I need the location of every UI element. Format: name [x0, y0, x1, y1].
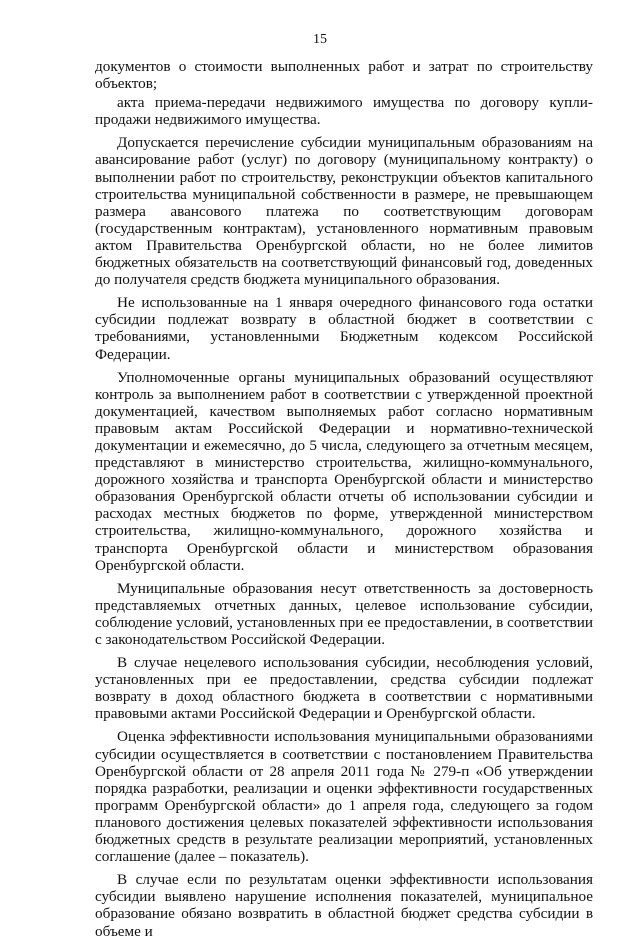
paragraph-efficiency-assessment: Оценка эффективности использования муниципальными образованиями субсидии осуществляется в соответствии с постановлением Правительства Оренбургской области от 28 апреля 2011 года № 279-п «Об утверждении порядка разработки, реализации и оценки эффективности государственных программ Оренбургской области» до 1 апреля года, следующего за годом планового достижения целевых показателей эффективности использования бюджетных средств в результате реализации мероприятий, установленных соглашение (далее – показатель). [95, 728, 593, 866]
document-body [95, 58, 593, 942]
paragraph-advance-payment: Допускается перечисление субсидии муниципальным образованиям на авансирование работ (услуг) по договору (муниципальному контракту) о выполнении работ по строительству, реконструкции объектов капитального строительства муниципальной собственности в размере, не превышающем размера авансового платежа по соответствующим договорам (государственным контрактам), установленного нормативным правовым актом Правительства Оренбургской области, но не более лимитов бюджетных обязательств на соответствующий финансовый год, доведенных до получателя средств бюджета муниципального образования. [95, 134, 593, 289]
paragraph-documents-cost: документов о стоимости выполненных работ и затрат по строительству объектов; [95, 58, 593, 93]
paragraph-violation-return: В случае если по результатам оценки эффективности использования субсидии выявлено нарушение исполнения показателей, муниципальное образование обязано возвратить в областной бюджет средства субсидии в объеме и [95, 871, 593, 940]
paragraph-responsibility: Муниципальные образования несут ответственность за достоверность представляемых отчетных данных, целевое использование субсидии, соблюдение условий, установленных при ее предоставлении, в соответствии с законодательством Российской Федерации. [95, 579, 593, 648]
paragraph-misuse-return: В случае нецелевого использования субсидии, несоблюдения условий, установленных при ее предоставлении, средства субсидии подлежат возврату в доход областного бюджета в соответствии с нормативными правовыми актами Российской Федерации и Оренбургской области. [95, 654, 593, 723]
paragraph-acceptance-act: акта приема-передачи недвижимого имущества по договору купли-продажи недвижимого имущества. [95, 94, 593, 129]
page-number: 15 [313, 32, 327, 47]
paragraph-control-reporting: Уполномоченные органы муниципальных образований осуществляют контроль за выполнением работ в соответствии с утвержденной проектной документацией, качеством выполняемых работ согласно нормативным правовым актам Российской Федерации и нормативно-технической документации и ежемесячно, до 5 числа, следующего за отчетным месяцем, представляют в министерство строительства, жилищно-коммунального, дорожного хозяйства и транспорта Оренбургской области и министерство образования Оренбургской области отчеты об использовании субсидии и расходах местных бюджетов по форме, утвержденной министерством строительства, жилищно-коммунального, дорожного хозяйства и транспорта Оренбургской области и министерством образования Оренбургской области. [95, 368, 593, 574]
paragraph-unused-balances: Не использованные на 1 января очередного финансового года остатки субсидии подлежат возврату в областной бюджет в соответствии с требованиями, установленными Бюджетным кодексом Российской Федерации. [95, 294, 593, 363]
